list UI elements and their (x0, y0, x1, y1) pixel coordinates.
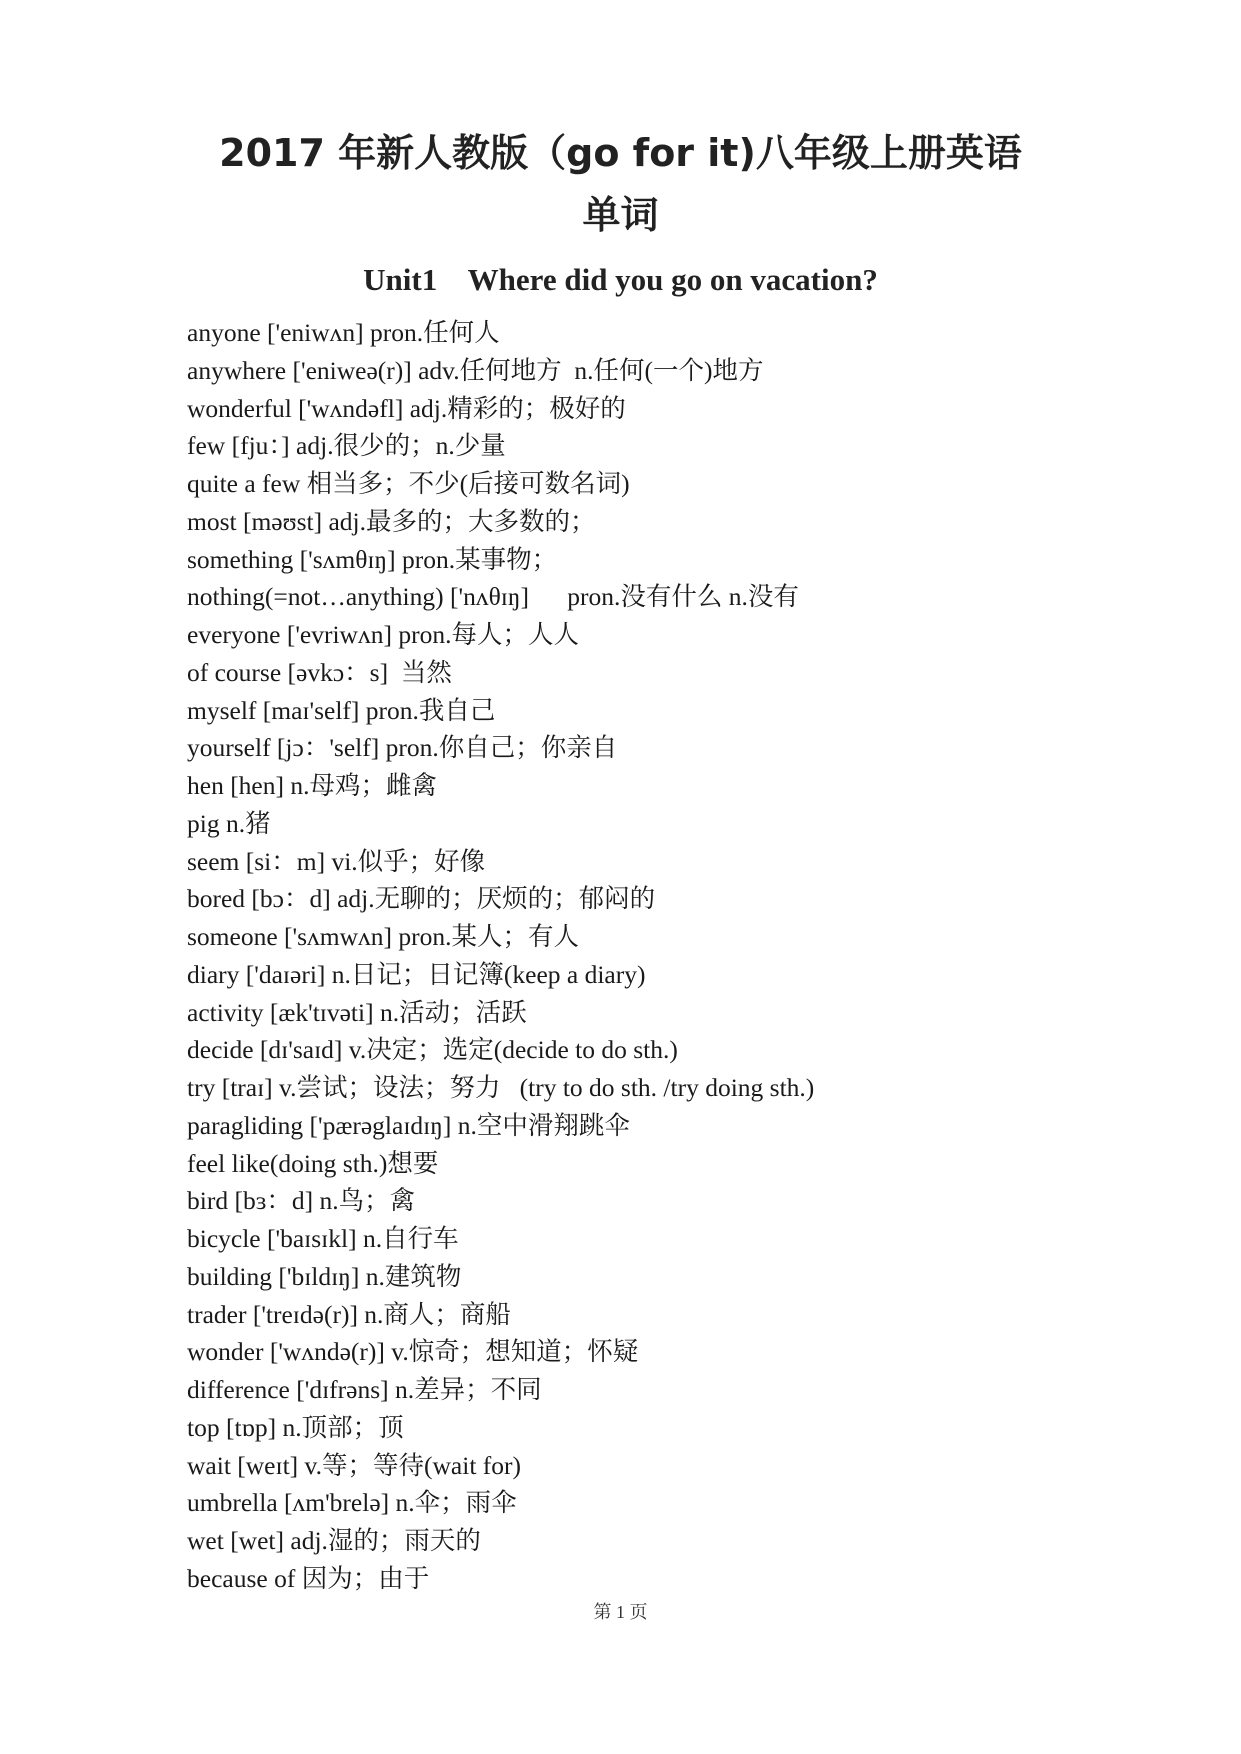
vocab-entry: bicycle ['baɪsɪkl] n.自行车 (187, 1224, 459, 1253)
vocab-entry: because of 因为；由于 (187, 1563, 430, 1593)
vocab-entry: difference ['dɪfrəns] n.差异；不同 (187, 1375, 542, 1404)
vocab-entry: paragliding ['pærəglaɪdɪŋ] n.空中滑翔跳伞 (187, 1110, 630, 1140)
vocab-entry: anyone ['eniwʌn] pron.任何人 (187, 318, 500, 347)
vocabulary-list (187, 314, 814, 1598)
vocab-entry: try [traɪ] v.尝试；设法；努力 (try to do sth. /try doing sth.) (187, 1073, 815, 1102)
page-number: 第 1 页 (593, 1602, 648, 1622)
vocab-entry: quite a few 相当多；不少(后接可数名词) (187, 469, 630, 498)
vocab-entry: most [məʊst] adj.最多的；大多数的； (187, 506, 596, 536)
vocab-entry: wonder ['wʌndə(r)] v.惊奇；想知道；怀疑 (187, 1337, 639, 1367)
title-line-2: 单词 (582, 193, 659, 237)
vocab-entry: wait [weɪt] v.等；等待(wait for) (187, 1450, 522, 1480)
vocab-entry: everyone ['evriwʌn] pron.每人；人人 (187, 620, 579, 649)
vocab-entry: umbrella [ʌm'brelə] n.伞；雨伞 (187, 1488, 517, 1518)
vocab-entry: building ['bɪldɪŋ] n.建筑物 (187, 1261, 462, 1291)
vocab-entry: nothing(=not…anything) ['nʌθɪŋ] pron.没有什么 n.没有 (187, 582, 799, 612)
vocab-entry: top [tɒp] n.顶部；顶 (187, 1412, 404, 1442)
vocab-entry: anywhere ['eniweə(r)] adv.任何地方 n.任何(一个)地方 (187, 355, 764, 385)
vocab-entry: bird [bɜ：d] n.鸟；禽 (187, 1186, 416, 1216)
vocab-entry: decide [dɪ'saɪd] v.决定；选定(decide to do sth.) (187, 1035, 678, 1065)
vocab-entry: yourself [jɔ：'self] pron.你自己；你亲自 (187, 733, 618, 763)
vocab-entry: bored [bɔ：d] adj.无聊的；厌烦的；郁闷的 (187, 884, 656, 914)
vocab-entry: hen [hen] n.母鸡；雌禽 (187, 771, 437, 800)
vocab-entry: feel like(doing sth.)想要 (187, 1148, 439, 1178)
vocab-entry: something ['sʌmθɪŋ] pron.某事物； (187, 544, 558, 574)
vocab-entry: activity [æk'tɪvəti] n.活动；活跃 (187, 997, 527, 1027)
title-line-1: 2017 年新人教版（go for it)八年级上册英语 (219, 131, 1022, 175)
vocab-entry: someone ['sʌmwʌn] pron.某人；有人 (187, 922, 580, 951)
vocab-entry: seem [si：m] vi.似乎；好像 (187, 846, 486, 876)
vocab-entry: wonderful ['wʌndəfl] adj.精彩的；极好的 (187, 393, 626, 423)
vocab-entry: diary ['daɪəri] n.日记；日记簿(keep a diary) (187, 959, 646, 989)
vocab-entry: of course [əvkɔ：s] 当然 (187, 657, 452, 687)
vocab-entry: pig n.猪 (187, 808, 271, 838)
unit-heading: Unit1 Where did you go on vacation? (363, 262, 878, 297)
vocab-entry: myself [maɪ'self] pron.我自己 (187, 695, 496, 725)
document-title (120, 122, 1121, 246)
vocab-entry: trader ['treɪdə(r)] n.商人；商船 (187, 1299, 511, 1329)
vocab-entry: wet [wet] adj.湿的；雨天的 (187, 1526, 481, 1555)
vocab-entry: few [fju：] adj.很少的；n.少量 (187, 431, 506, 461)
